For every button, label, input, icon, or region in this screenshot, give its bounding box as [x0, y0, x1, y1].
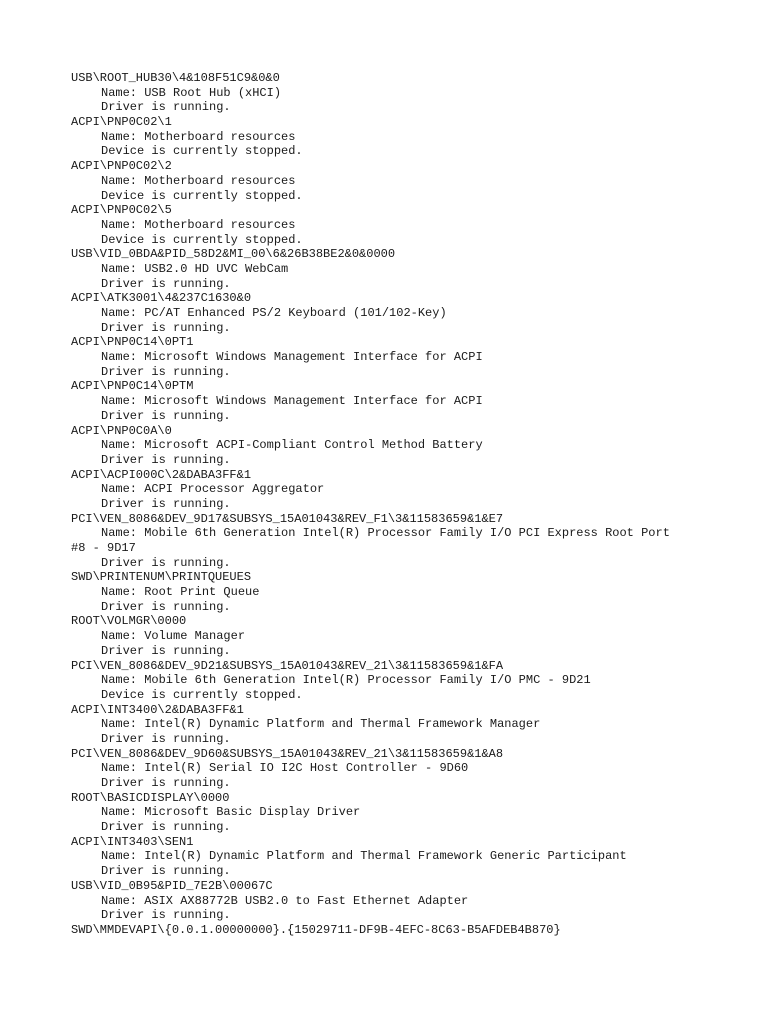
device-entry — [71, 747, 711, 791]
device-name: Name: Motherboard resources — [101, 217, 296, 232]
device-status: Device is currently stopped. — [101, 188, 303, 203]
device-id: USB\VID_0B95&PID_7E2B\00067C — [71, 878, 273, 893]
device-entry — [71, 512, 711, 571]
device-status: Driver is running. — [101, 496, 231, 511]
device-id: ACPI\PNP0C02\5 — [71, 203, 172, 218]
device-status: Device is currently stopped. — [101, 144, 303, 159]
device-id: ACPI\ATK3001\4&237C1630&0 — [71, 291, 252, 306]
device-status: Driver is running. — [101, 408, 231, 423]
device-id: ACPI\INT3400\2&DABA3FF&1 — [71, 702, 244, 717]
device-id: ACPI\PNP0C14\0PT1 — [71, 335, 194, 350]
device-status: Driver is running. — [101, 364, 231, 379]
device-id: USB\VID_0BDA&PID_58D2&MI_00\6&26B38BE2&0&0000 — [71, 247, 396, 262]
device-name: Name: USB Root Hub (xHCI) — [101, 85, 282, 100]
device-entry — [71, 570, 711, 614]
device-status: Driver is running. — [101, 864, 231, 879]
device-id: ACPI\ACPI000C\2&DABA3FF&1 — [71, 467, 252, 482]
device-entry — [71, 835, 711, 879]
device-name: Name: Mobile 6th Generation Intel(R) Processor Family I/O PMC - 9D21 — [101, 673, 591, 688]
device-id: PCI\VEN_8086&DEV_9D60&SUBSYS_15A01043&REV_21\3&11583659&1&A8 — [71, 746, 504, 761]
device-name: Name: ACPI Processor Aggregator — [101, 482, 325, 497]
device-status: Driver is running. — [101, 555, 231, 570]
device-name: Name: Microsoft Basic Display Driver — [101, 805, 361, 820]
device-status: Driver is running. — [101, 276, 231, 291]
device-name: Name: Intel(R) Dynamic Platform and Thermal Framework Generic Participant — [101, 849, 627, 864]
device-status: Driver is running. — [101, 820, 231, 835]
device-status: Driver is running. — [101, 908, 231, 923]
device-name: Name: PC/AT Enhanced PS/2 Keyboard (101/102-Key) — [101, 306, 447, 320]
device-entry — [71, 247, 711, 291]
device-name-continued: #8 - 9D17 — [71, 541, 136, 555]
device-status: Driver is running. — [101, 599, 231, 614]
device-name: Name: Microsoft Windows Management Interface for ACPI — [101, 394, 483, 409]
device-status: Driver is running. — [101, 452, 231, 467]
device-name: Name: Motherboard resources — [101, 129, 296, 144]
device-listing — [71, 71, 711, 938]
device-name: Name: Root Print Queue — [101, 585, 260, 600]
device-entry — [71, 879, 711, 923]
device-status: Driver is running. — [101, 643, 231, 658]
device-id: PCI\VEN_8086&DEV_9D17&SUBSYS_15A01043&REV_F1\3&11583659&1&E7 — [71, 511, 504, 526]
device-entry — [71, 71, 711, 115]
device-status: Driver is running. — [101, 100, 231, 115]
device-name: Name: USB2.0 HD UVC WebCam — [101, 261, 289, 276]
device-name: Name: Intel(R) Serial IO I2C Host Controller - 9D60 — [101, 761, 469, 776]
device-entry — [71, 923, 711, 938]
device-id: ACPI\PNP0C02\2 — [71, 159, 172, 174]
device-entry — [71, 115, 711, 159]
device-id: PCI\VEN_8086&DEV_9D21&SUBSYS_15A01043&REV_21\3&11583659&1&FA — [71, 658, 504, 673]
device-entry — [71, 335, 711, 379]
device-status: Driver is running. — [101, 320, 231, 335]
device-id: ACPI\PNP0C02\1 — [71, 115, 172, 130]
device-id: ACPI\PNP0C14\0PTM — [71, 379, 194, 394]
device-name: Name: Intel(R) Dynamic Platform and Thermal Framework Manager — [101, 717, 541, 732]
device-id: SWD\MMDEVAPI\{0.0.1.00000000}.{15029711-DF9B-4EFC-8C63-B5AFDEB4B870} — [71, 922, 561, 937]
device-entry — [71, 379, 711, 423]
device-status: Device is currently stopped. — [101, 232, 303, 247]
device-id: SWD\PRINTENUM\PRINTQUEUES — [71, 570, 252, 585]
device-id: ACPI\INT3403\SEN1 — [71, 834, 194, 849]
device-entry — [71, 791, 711, 835]
device-status: Driver is running. — [101, 731, 231, 746]
device-id: USB\ROOT_HUB30\4&108F51C9&0&0 — [71, 71, 280, 85]
device-entry — [71, 703, 711, 747]
device-id: ROOT\BASICDISPLAY\0000 — [71, 790, 230, 805]
device-name: Name: Motherboard resources — [101, 173, 296, 188]
device-entry — [71, 468, 711, 512]
device-name: Name: Microsoft Windows Management Interface for ACPI — [101, 350, 483, 365]
device-name: Name: Microsoft ACPI-Compliant Control Method Battery — [101, 438, 483, 453]
device-id: ROOT\VOLMGR\0000 — [71, 614, 187, 629]
device-entry — [71, 159, 711, 203]
device-name: Name: Mobile 6th Generation Intel(R) Processor Family I/O PCI Express Root Port — [101, 526, 670, 541]
device-name: Name: ASIX AX88772B USB2.0 to Fast Ethernet Adapter — [101, 893, 469, 908]
device-name: Name: Volume Manager — [101, 629, 246, 644]
device-entry — [71, 614, 711, 658]
device-entry — [71, 659, 711, 703]
device-entry — [71, 203, 711, 247]
device-status: Device is currently stopped. — [101, 687, 303, 702]
device-entry — [71, 424, 711, 468]
device-id: ACPI\PNP0C0A\0 — [71, 423, 172, 438]
device-status: Driver is running. — [101, 776, 231, 790]
device-entry — [71, 291, 711, 335]
